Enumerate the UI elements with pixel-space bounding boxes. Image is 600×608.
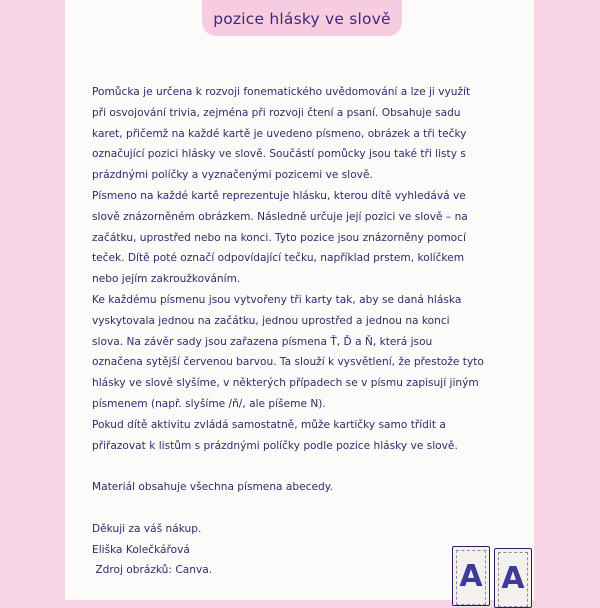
text-line: Písmeno na každé kartě reprezentuje hlásku, kterou dítě vyhledává ve [92,189,466,202]
text-line: označena sytější červenou barvou. Ta slouží k vysvětlení, že přestože tyto [92,356,484,369]
text-line: teček. Dítě poté označí odpovídající tečku, například prstem, kolíčkem [92,252,465,265]
page-title: pozice hlásky ve slově [213,10,391,28]
text-line: Pomůcka je určena k rozvoji fonematického uvědomování a lze ji využít [92,86,471,98]
text-line: Materiál obsahuje všechna písmena abecedy. [92,481,333,494]
text-line: prázdnými políčky a vyznačenými pozicemi ve slově. [92,169,373,182]
letter-card [494,548,532,608]
text-line: Eliška Kolečkářová [92,543,190,556]
letter-cards-illustration [452,546,532,600]
text-line: Zdroj obrázků: Canva. [92,564,213,577]
text-line: nebo jejím zakroužkováním. [92,273,241,286]
text-line: Pokud dítě aktivitu zvládá samostatně, může kartičky samo třídit a [92,418,446,431]
text-line: slova. Na závěr sady jsou zařazena písmena Ť, Ď a Ň, která jsou [92,335,433,348]
text-line: při osvojování trivia, zejména při rozvoji čtení a psaní. Obsahuje sadu [92,106,461,119]
text-line: hlásky ve slově slyšíme, v některých případech se v písmu zapisují jiným [92,377,479,390]
text-line: označující pozici hlásky ve slově. Součástí pomůcky jsou také tři listy s [92,148,466,161]
title-banner [202,0,402,36]
text-line: písmenem (např. slyšíme /ň/, ale píšeme N). [92,397,326,410]
text-line: Ke každému písmenu jsou vytvořeny tři karty tak, aby se daná hláska [92,293,462,306]
card-letter: A [459,559,483,594]
text-line: přiřazovat k listům s prázdnými políčky podle pozice hlásky ve slově. [92,439,458,452]
paragraph-spacer [92,456,522,477]
text-line: karet, přičemž na každé kartě je uvedeno písmeno, obrázek a tři tečky [92,127,467,140]
text-line: Děkuji za váš nákup. [92,522,202,535]
letter-card [452,546,490,606]
paragraph-spacer [92,498,522,519]
text-line: začátku, uprostřed nebo na konci. Tyto pozice jsou znázorněny pomocí [92,231,466,244]
card-letter: A [501,561,525,596]
text-line: slově znázorněném obrázkem. Následně určuje její pozici ve slově – na [92,210,468,223]
text-line: vyskytovala jednou na začátku, jednou uprostřed a jednou na konci [92,314,450,327]
description-text [92,82,522,581]
